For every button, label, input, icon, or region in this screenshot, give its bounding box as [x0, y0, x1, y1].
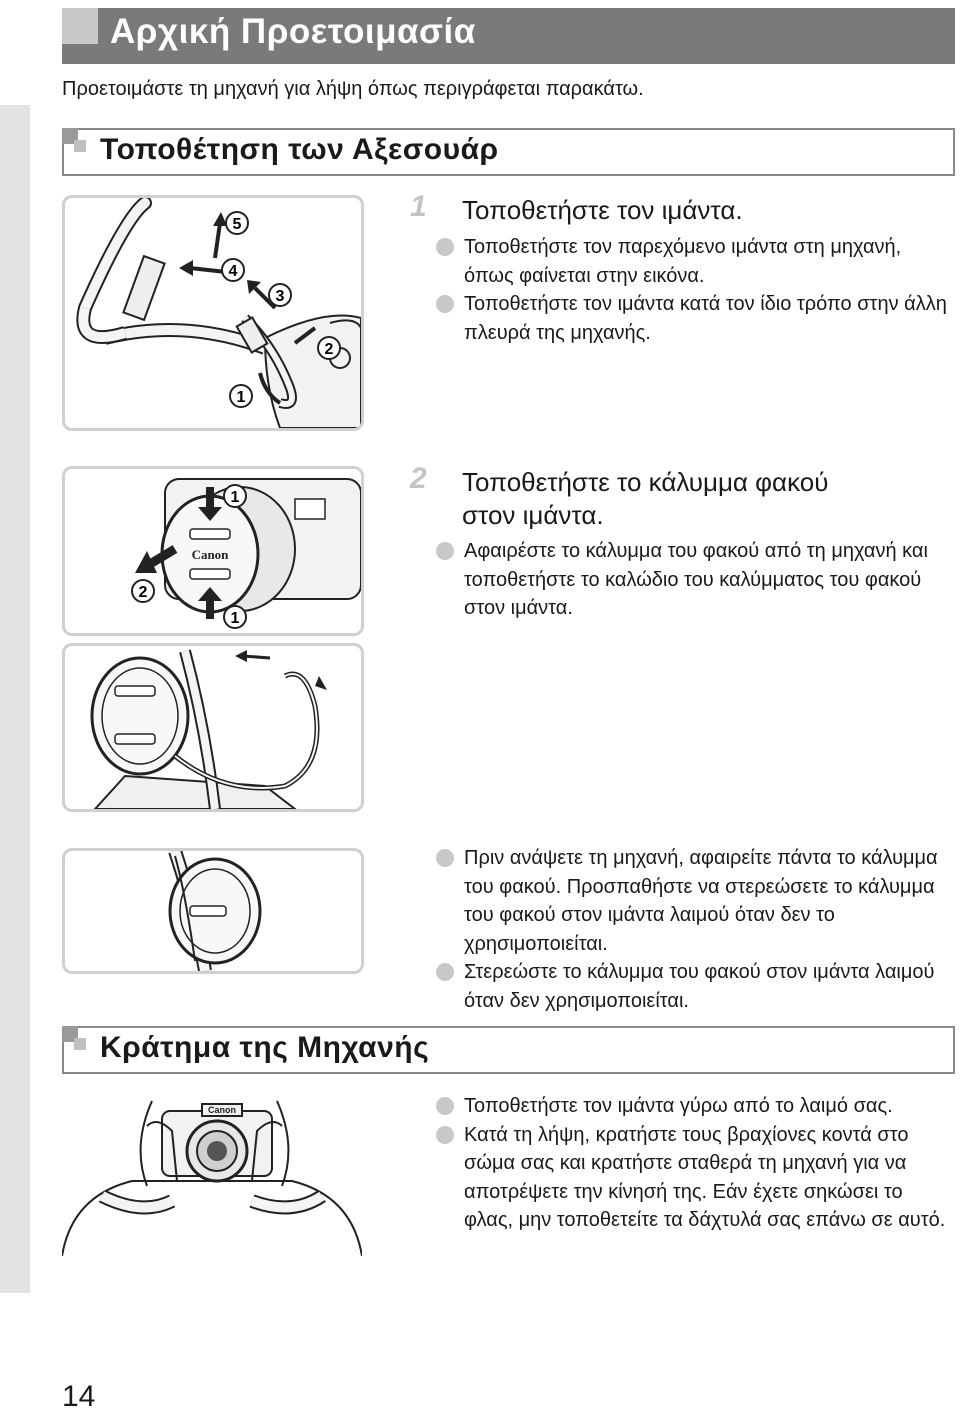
- strap-illustration: [65, 198, 361, 428]
- step-2-title-line1: Τοποθετήστε το κάλυμμα φακού: [462, 467, 829, 497]
- step-1-bullets: [436, 233, 956, 347]
- figure-lens-cap-remove: [62, 466, 364, 636]
- cap-cord-illustration: [65, 646, 361, 809]
- side-tab: [0, 105, 30, 1293]
- cap-label-1-top: 1: [230, 489, 240, 506]
- figure-cap-cord: [62, 643, 364, 812]
- cap-label-1-bottom: 1: [230, 610, 240, 627]
- label-1: 1: [236, 389, 246, 406]
- section-title-accessories: Τοποθέτηση των Αξεσουάρ: [100, 133, 499, 166]
- step-1-bullet: Τοποθετήστε τον ιμάντα κατά τον ίδιο τρόπο στην άλλη πλευρά της μηχανής.: [436, 290, 956, 347]
- step-2-bullets: [436, 537, 951, 623]
- step-2-number: 2: [410, 462, 427, 495]
- page-number: 14: [62, 1380, 96, 1413]
- camera-brand: Canon: [208, 1105, 236, 1115]
- lens-cap-illustration: [65, 469, 361, 633]
- step-1-title: Τοποθετήστε τον ιμάντα.: [462, 195, 743, 225]
- section-title-holding: Κράτημα της Μηχανής: [100, 1031, 430, 1064]
- holding-bullets: [436, 1092, 956, 1235]
- section-marker-inner: [74, 140, 86, 152]
- note-bullet: Στερεώστε το κάλυμμα του φακού στον ιμάντα λαιμού όταν δεν χρησιμοποιείται.: [436, 958, 941, 1015]
- step-2-title-line2: στον ιμάντα.: [462, 500, 604, 530]
- label-5: 5: [232, 216, 242, 233]
- step-1-number: 1: [410, 190, 427, 223]
- figure-cap-on-strap: [62, 848, 364, 974]
- holding-camera-illustration: [62, 1086, 362, 1256]
- label-3: 3: [275, 288, 285, 305]
- cap-label-2: 2: [138, 584, 148, 601]
- figure-holding-camera: [62, 1086, 362, 1256]
- label-4: 4: [228, 263, 238, 280]
- step-2-bullet: Αφαιρέστε το κάλυμμα του φακού από τη μηχανή και τοποθετήστε το καλώδιο του καλύμματος του φακού στον ιμάντα.: [436, 537, 951, 623]
- title-banner-corner: [62, 8, 98, 44]
- page-title: Αρχική Προετοιμασία: [110, 12, 476, 51]
- lens-cap-brand: Canon: [191, 547, 229, 562]
- intro-text: Προετοιμάστε τη μηχανή για λήψη όπως περιγράφεται παρακάτω.: [62, 78, 644, 100]
- note-bullet: Πριν ανάψετε τη μηχανή, αφαιρείτε πάντα το κάλυμμα του φακού. Προσπαθήστε να στερεώσετε το κάλυμμα του φακού στον ιμάντα λαιμού όταν δεν το χρησιμοποιείται.: [436, 844, 941, 958]
- section-marker-inner: [74, 1038, 86, 1050]
- cap-notes: [436, 844, 941, 1015]
- label-2: 2: [324, 341, 334, 358]
- cap-on-strap-illustration: [65, 851, 361, 971]
- holding-bullet: Κατά τη λήψη, κρατήστε τους βραχίονες κοντά στο σώμα σας και κρατήστε σταθερά τη μηχανή για να αποτρέψετε την κίνησή της. Εάν έχετε σηκώσει το φλας, μην τοποθετείτε τα δάχτυλά σας επάνω σε αυτό.: [436, 1121, 956, 1235]
- figure-strap-attach: [62, 195, 364, 431]
- step-1-bullet: Τοποθετήστε τον παρεχόμενο ιμάντα στη μηχανή, όπως φαίνεται στην εικόνα.: [436, 233, 956, 290]
- holding-bullet: Τοποθετήστε τον ιμάντα γύρω από το λαιμό σας.: [436, 1092, 956, 1121]
